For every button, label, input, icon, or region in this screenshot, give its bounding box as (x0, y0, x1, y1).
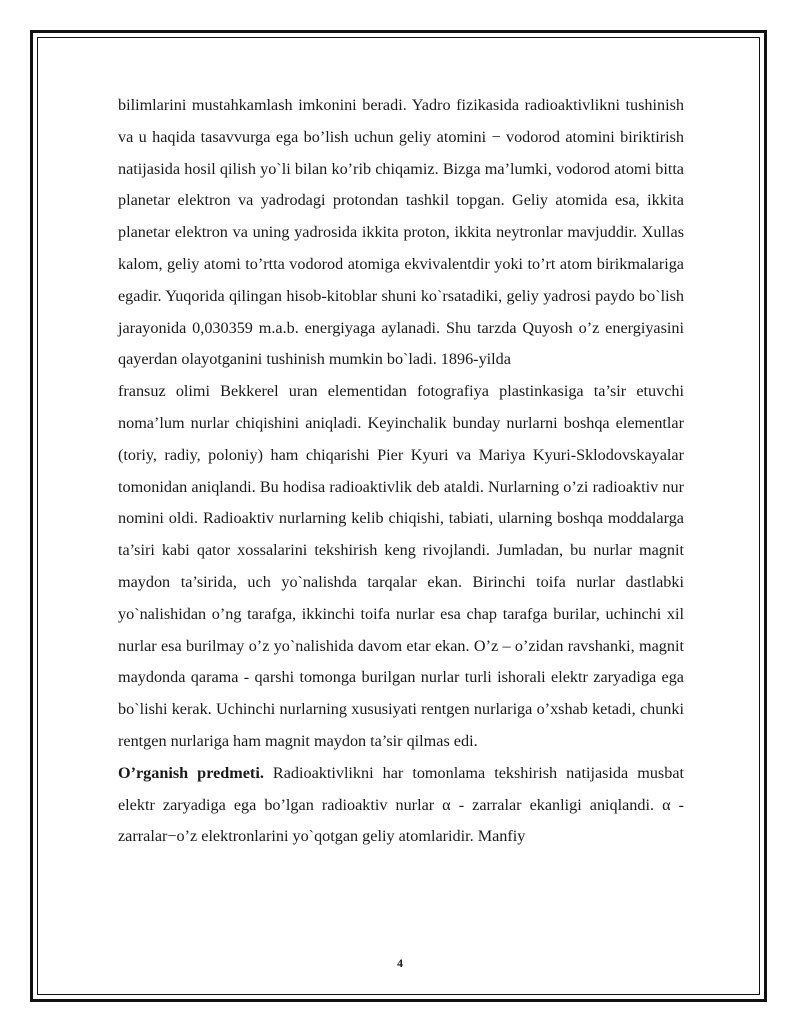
document-body (118, 90, 684, 853)
section-heading: O’rganish predmeti. (118, 763, 264, 782)
paragraph (118, 758, 684, 853)
page-number: 4 (397, 956, 403, 970)
paragraph-text: Radioaktivlikni har tomonlama tekshirish natijasida musbat elektr zaryadiga ega bo’lgan radioaktiv nurlar α - zarralar ekanligi aniqlandi. α - zarralar−o’z elektronlarini yo`qotgan geliy atomlaridir. Manfiy (118, 763, 684, 846)
paragraph: bilimlarini mustahkamlash imkonini beradi. Yadro fizikasida radioaktivlikni tushinish va u haqida tasavvurga ega bo’lish uchun geliy atomini − vodorod atomini biriktirish natijasida hosil qilish yo`li bilan ko’rib chiqamiz. Bizga ma’lumki, vodorod atomi bitta planetar elektron va yadrodagi protondan tashkil topgan. Geliy atomida esa, ikkita planetar elektron va uning yadrosida ikkita proton, ikkita neytronlar mavjuddir. Xullas kalom, geliy atomi to’rtta vodorod atomiga ekvivalentdir yoki to’rt atom birikmalariga egadir. Yuqorida qilingan hisob-kitoblar shuni ko`rsatadiki, geliy yadrosi paydo bo`lish jarayonida 0,030359 m.a.b. energiyaga aylanadi. Shu tarzda Quyosh o’z energiyasini qayerdan olayotganini tushinish mumkin bo`ladi. 1896-yilda (118, 96, 684, 369)
paragraph: fransuz olimi Bekkerel uran elementidan fotografiya plastinkasiga ta’sir etuvchi noma’lum nurlar chiqishini aniqladi. Keyinchalik bunday nurlarni boshqa elementlar (toriy, radiy, poloniy) ham chiqarishi Pier Kyuri va Mariya Kyuri-Sklodovskayalar tomonidan aniqlandi. Bu hodisa radioaktivlik deb ataldi. Nurlarning o’zi radioaktiv nur nomini oldi. Radioaktiv nurlarning kelib chiqishi, tabiati, ularning boshqa moddalarga ta’siri kabi qator xossalarini tekshirish keng rivojlandi. Jumladan, bu nurlar magnit maydon ta’sirida, uch yo`nalishda tarqalar ekan. Birinchi toifa nurlar dastlabki yo`nalishidan o’ng tarafga, ikkinchi toifa nurlar esa chap tarafga burilar, uchinchi xil nurlar esa burilmay o’z yo`nalishida davom etar ekan. O’z – o’zidan ravshanki, magnit maydonda qarama - qarshi tomonga burilgan nurlar turli ishorali elektr zaryadiga ega bo`lishi kerak. Uchinchi nurlarning xususiyati rentgen nurlariga o’xshab ketadi, chunki rentgen nurlariga ham magnit maydon ta’sir qilmas edi. (118, 382, 684, 750)
